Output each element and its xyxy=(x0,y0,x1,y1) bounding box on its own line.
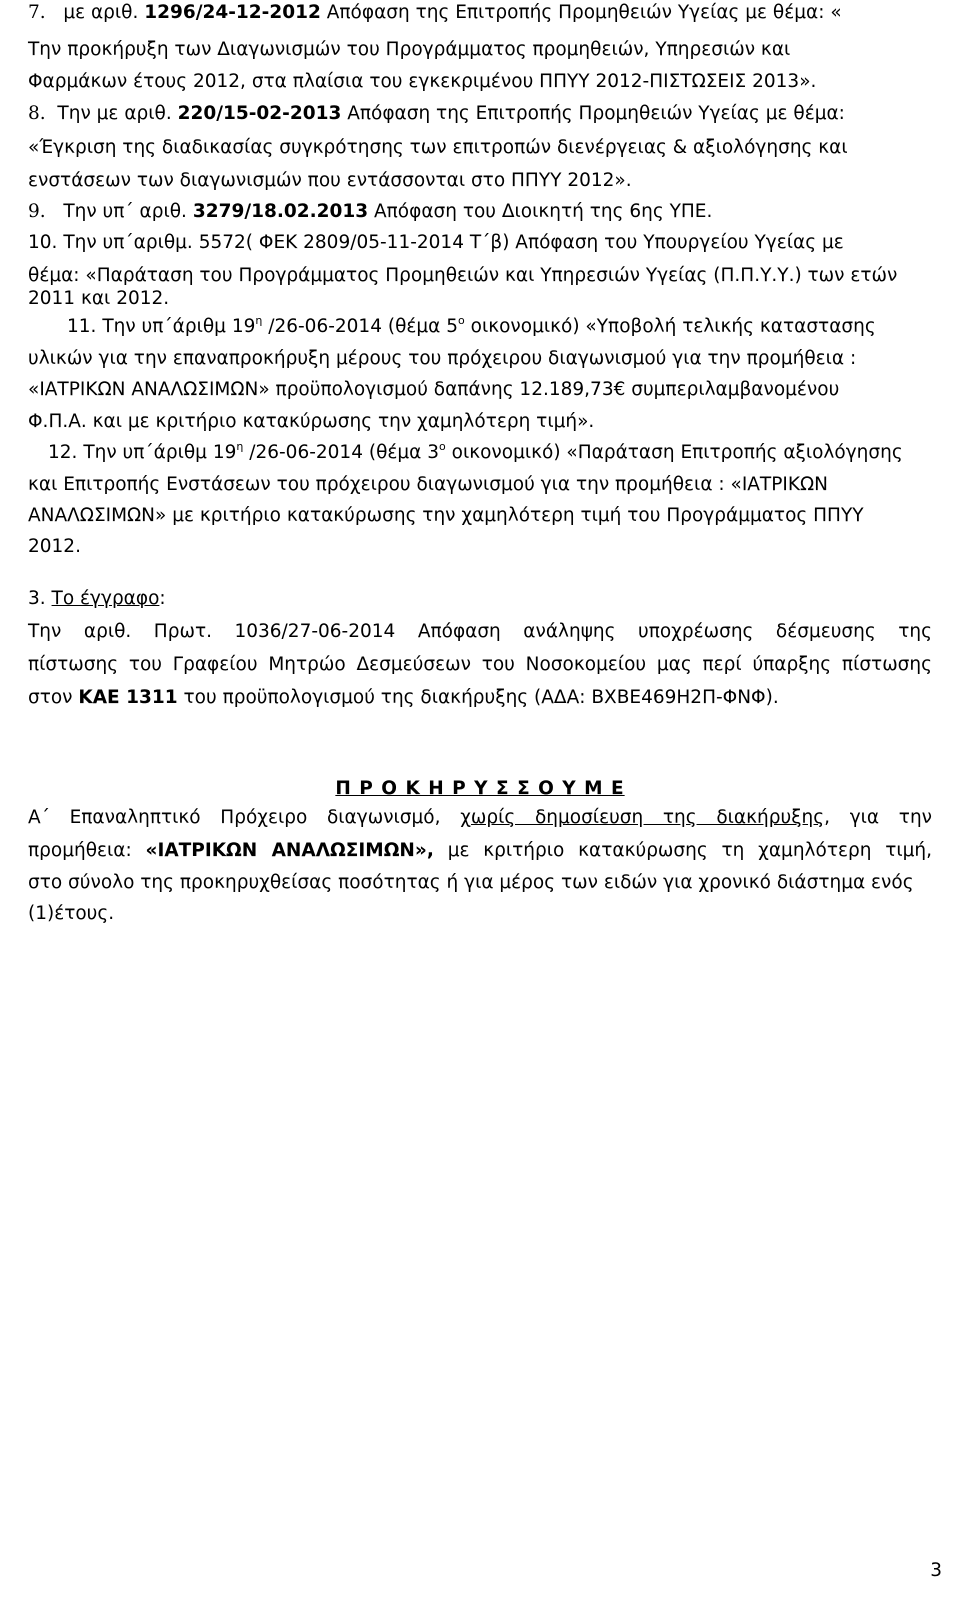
item-text: οικονομικό) «Υποβολή τελικής καταστασης xyxy=(464,316,876,337)
item-text: οικονομικό) «Παράταση Επιτροπής αξιολόγησης xyxy=(445,442,903,463)
item-number: 8. xyxy=(28,103,46,124)
item-11-line-1 xyxy=(67,314,876,337)
item-text: /26-06-2014 (θέμα 5 xyxy=(262,316,459,337)
bold-phrase: «ΙΑΤΡΙΚΩΝ ΑΝΑΛΩΣΙΜΩΝ», xyxy=(145,840,434,861)
item-12-line-2: και Επιτροπής Ενστάσεων του πρόχειρου διαγωνισμού για την προμήθεια : «ΙΑΤΡΙΚΩΝ xyxy=(28,474,828,495)
item-12-line-3: ΑΝΑΛΩΣΙΜΩΝ» με κριτήριο κατακύρωσης την χαμηλότερη τιμή του Προγράμματος ΠΠΥΥ xyxy=(28,505,864,526)
section-3-heading xyxy=(28,590,166,609)
item-7-line-2: Την προκήρυξη των Διαγωνισμών του Προγράμματος προμηθειών, Υπηρεσιών και xyxy=(28,39,791,60)
item-text: Την υπ΄αριθμ. xyxy=(63,232,193,253)
item-text: με κριτήριο κατακύρωσης τη χαμηλότερη τιμή, xyxy=(447,840,932,861)
item-10-line-3: 2011 και 2012. xyxy=(28,288,170,309)
decision-number: 3279/18.02.2013 xyxy=(192,201,369,222)
item-12-line-4: 2012. xyxy=(28,536,81,557)
item-number: 10. xyxy=(28,232,58,253)
item-text: /26-06-2014 (θέμα 3 xyxy=(243,442,440,463)
item-10-line-1 xyxy=(28,234,844,253)
item-text: με αριθ. xyxy=(63,2,139,23)
section-label: Το έγγραφο xyxy=(51,588,160,609)
superscript: η xyxy=(255,314,263,327)
item-text: Την υπ΄άριθμ 19 xyxy=(102,316,256,337)
item-number: 7. xyxy=(28,2,46,23)
page-number: 3 xyxy=(930,1560,942,1581)
item-number: 12. xyxy=(48,442,78,463)
superscript: η xyxy=(236,440,244,453)
decision-number: 220/15-02-2013 xyxy=(177,103,342,124)
item-7-line-1 xyxy=(28,4,842,23)
item-text: 5572( ΦΕΚ 2809/05-11-2014 Τ΄β) Απόφαση του Υπουργείου Υγείας με xyxy=(198,232,844,253)
item-text: Την με αριθ. xyxy=(57,103,172,124)
item-8-line-2: «Έγκριση της διαδικασίας συγκρότησης των επιτροπών διενέργειας & αξιολόγησης και xyxy=(28,137,848,158)
item-text: Απόφαση του Διοικητή της 6ης ΥΠΕ. xyxy=(374,201,713,222)
item-number: 11. xyxy=(67,316,97,337)
item-text: , για την xyxy=(824,807,932,828)
proclamation-heading: Π Ρ Ο Κ Η Ρ Υ Σ Σ Ο Υ Μ Ε xyxy=(335,778,625,799)
closing-line-1 xyxy=(28,809,932,828)
item-text: Την υπ΄ αριθ. xyxy=(63,201,187,222)
item-text: Απόφαση της Επιτροπής Προμηθειών Υγείας με θέμα: « xyxy=(326,2,842,23)
item-text: Απόφαση της Επιτροπής Προμηθειών Υγείας με θέμα: xyxy=(347,103,845,124)
section-number: 3. xyxy=(28,588,46,609)
underlined-phrase: χωρίς δημοσίευση της διακήρυξης xyxy=(460,807,825,828)
section-3-line-3 xyxy=(28,689,779,708)
section-3-line-1: Την αριθ. Πρωτ. 1036/27-06-2014 Απόφαση ανάληψης υποχρέωσης δέσμευσης της xyxy=(28,621,932,642)
item-11-line-3: «ΙΑΤΡΙΚΩΝ ΑΝΑΛΩΣΙΜΩΝ» προϋπολογισμού δαπάνης 12.189,73€ συμπεριλαμβανομένου xyxy=(28,379,840,400)
superscript: ο xyxy=(439,440,446,453)
item-9-line-1 xyxy=(28,203,712,222)
closing-line-2 xyxy=(28,842,932,861)
closing-line-3: στο σύνολο της προκηρυχθείσας ποσότητας ή για μέρος των ειδών για χρονικό διάστημα ενός xyxy=(28,872,914,893)
item-text: στον xyxy=(28,687,73,708)
section-colon: : xyxy=(159,588,166,609)
section-3-line-2: πίστωσης του Γραφείου Μητρώο Δεσμεύσεων του Νοσοκομείου μας περί ύπαρξης πίστωσης xyxy=(28,654,932,675)
item-text: του προϋπολογισμού της διακήρυξης (ΑΔΑ: ΒΧΒΕ469Η2Π-ΦΝΦ). xyxy=(183,687,779,708)
item-text: προμήθεια: xyxy=(28,840,132,861)
closing-line-4: (1)έτους. xyxy=(28,903,115,924)
item-7-line-3: Φαρμάκων έτους 2012, στα πλαίσια του εγκεκριμένου ΠΠΥΥ 2012-ΠΙΣΤΩΣΕΙΣ 2013». xyxy=(28,71,817,92)
kae-code: ΚΑΕ 1311 xyxy=(78,687,178,708)
item-8-line-1 xyxy=(28,105,845,124)
item-text: Την υπ΄άριθμ 19 xyxy=(83,442,237,463)
item-text: Α΄ Επαναληπτικό Πρόχειρο διαγωνισμό, xyxy=(28,807,441,828)
item-8-line-3: ενστάσεων των διαγωνισμών που εντάσσονται στο ΠΠΥΥ 2012». xyxy=(28,170,632,191)
superscript: ο xyxy=(458,314,465,327)
item-11-line-4: Φ.Π.Α. και με κριτήριο κατακύρωσης την χαμηλότερη τιμή». xyxy=(28,411,595,432)
decision-number: 1296/24-12-2012 xyxy=(144,2,321,23)
item-12-line-1 xyxy=(48,440,903,463)
item-10-line-2: θέμα: «Παράταση του Προγράμματος Προμηθειών και Υπηρεσιών Υγείας (Π.Π.Υ.Υ.) των ετών xyxy=(28,265,898,286)
item-11-line-2: υλικών για την επαναπροκήρυξη μέρους του πρόχειρου διαγωνισμού για την προμήθεια : xyxy=(28,348,857,369)
item-number: 9. xyxy=(28,201,46,222)
